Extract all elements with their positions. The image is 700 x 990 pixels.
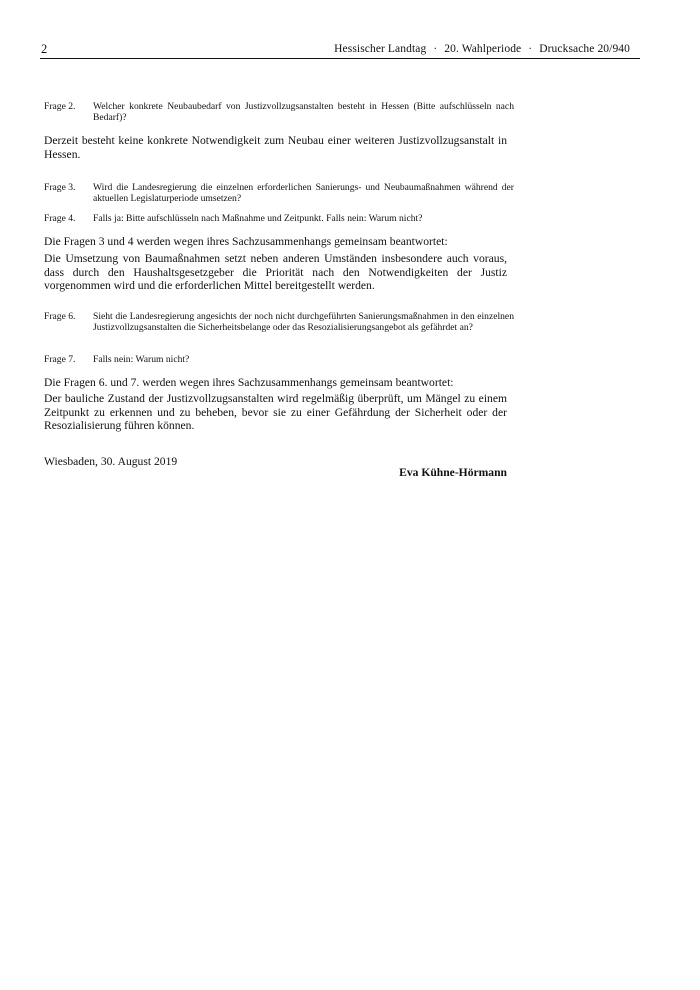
header-separator: · (433, 43, 438, 55)
question-label: Frage 3. (44, 182, 76, 193)
signature-place-date: Wiesbaden, 30. August 2019 (44, 455, 178, 468)
signature-name: Eva Kühne-Hörmann (399, 466, 507, 479)
page-number: 2 (41, 42, 48, 56)
question-text: Falls ja: Bitte aufschlüsseln nach Maßnahme und Zeitpunkt. Falls nein: Warum nicht? (93, 213, 423, 224)
page-header (40, 41, 640, 59)
answer-intro-6-7: Die Fragen 6. und 7. werden wegen ihres Sachzusammenhangs gemeinsam beantwortet: (44, 376, 454, 389)
legislative-period: 20. Wahlperiode (444, 43, 522, 55)
question-label: Frage 4. (44, 213, 76, 224)
question-label: Frage 2. (44, 101, 76, 112)
answer-3-4: Die Umsetzung von Baumaßnahmen setzt neben anderen Umständen insbesondere auch voraus, dass durch den Haushaltsgesetzgeber die Priorität nach den Notwendigkeiten der Justiz vorgenommen wird und die erforderlichen Mittel bereitgestellt werden. (44, 252, 507, 292)
answer-6-7: Der bauliche Zustand der Justizvollzugsanstalten wird regelmäßig überprüft, um Mängel zu einem Zeitpunkt zu erkennen und zu beheben, bevor sie zu einer Gefährdung der Sicherheit oder der Resozialisierung führen können. (44, 392, 507, 432)
question-4 (44, 213, 514, 224)
header-separator: · (528, 43, 533, 55)
question-label: Frage 6. (44, 311, 76, 322)
printed-matter-number: Drucksache 20/940 (539, 43, 630, 55)
answer-2: Derzeit besteht keine konkrete Notwendigkeit zum Neubau einer weiteren Justizvollzugsanstalt in Hessen. (44, 134, 507, 161)
question-6 (44, 311, 514, 333)
question-text: Sieht die Landesregierung angesichts der noch nicht durchgeführten Sanierungsmaßnahmen in den einzelnen Justizvollzugsanstalten die Sicherheitsbelange oder das Resozialisierungsangebot als gefährdet an? (93, 311, 514, 333)
parliament-name: Hessischer Landtag (334, 43, 427, 55)
running-header (334, 43, 630, 55)
question-2 (44, 101, 514, 123)
question-text: Wird die Landesregierung die einzelnen erforderlichen Sanierungs- und Neubaumaßnahmen während der aktuellen Legislaturperiode umsetzen? (93, 182, 514, 204)
answer-intro-3-4: Die Fragen 3 und 4 werden wegen ihres Sachzusammenhangs gemeinsam beantwortet: (44, 235, 448, 248)
question-label: Frage 7. (44, 354, 76, 365)
question-text: Falls nein: Warum nicht? (93, 354, 190, 365)
question-7 (44, 354, 514, 365)
question-3 (44, 182, 514, 204)
question-text: Welcher konkrete Neubaubedarf von Justizvollzugsanstalten besteht in Hessen (Bitte aufschlüsseln nach Bedarf)? (93, 101, 514, 123)
